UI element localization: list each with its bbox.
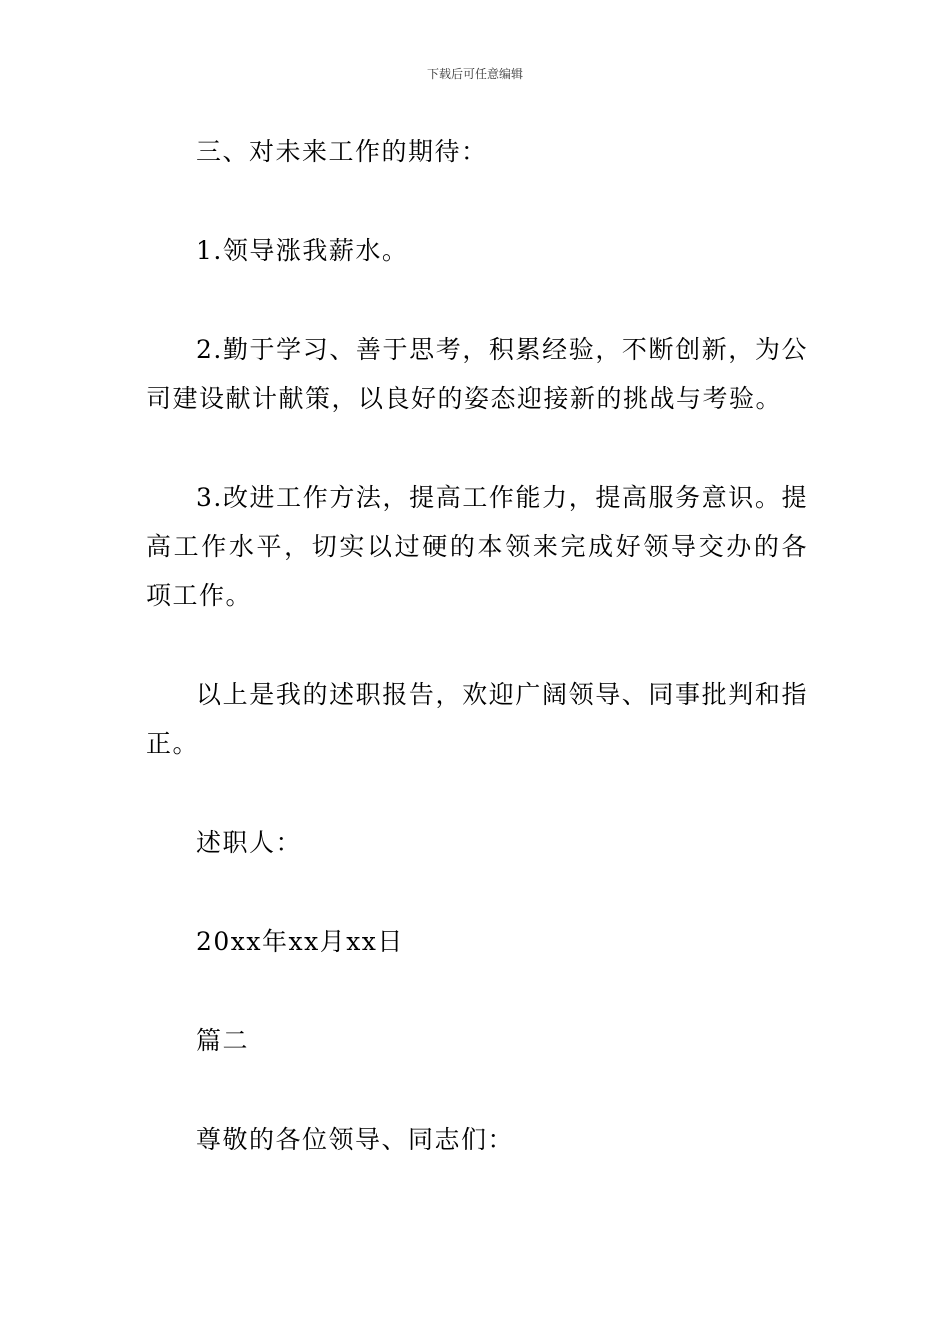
closing-paragraph: 以上是我的述职报告，欢迎广阔领导、同事批判和指正。: [146, 680, 808, 758]
section-heading-expectations: 三、对未来工作的期待：: [196, 137, 488, 166]
signature-label: 述职人：: [196, 828, 303, 857]
section-title-part-two: 篇二: [196, 1026, 250, 1055]
header-note: 下载后可任意编辑: [426, 67, 523, 81]
list-item-1: 1.领导涨我薪水。: [196, 236, 409, 265]
document-body: [146, 127, 808, 1214]
date-line: 20xx年xx月xx日: [196, 927, 404, 956]
list-item-2: 2.勤于学习、善于思考，积累经验，不断创新，为公司建设献计献策，以良好的姿态迎接新的挑战与考验。: [146, 335, 808, 413]
salutation: 尊敬的各位领导、同志们：: [196, 1125, 515, 1154]
list-item-3: 3.改进工作方法，提高工作能力，提高服务意识。提高工作水平，切实以过硬的本领来完成好领导交办的各项工作。: [146, 483, 808, 610]
